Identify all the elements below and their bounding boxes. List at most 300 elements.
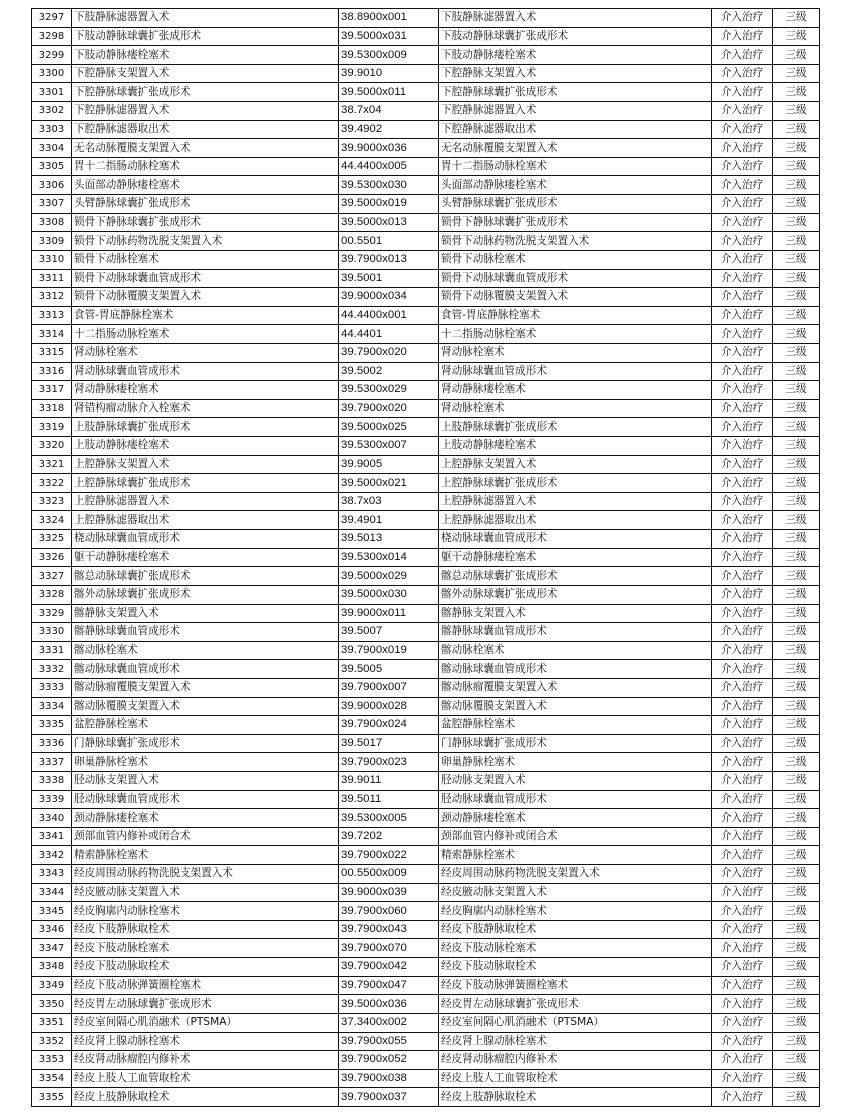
category-cell: 介入治疗 xyxy=(712,660,773,679)
surgery-level-cell: 三级 xyxy=(773,343,820,362)
standard-name-cell: 锁骨下动脉栓塞术 xyxy=(439,250,712,269)
standard-name-cell: 胫动脉支架置入术 xyxy=(439,771,712,790)
table-row xyxy=(32,548,820,567)
table-row xyxy=(32,474,820,493)
procedure-name-cell: 上肢静脉球囊扩张成形术 xyxy=(72,418,339,437)
row-number-cell: 3314 xyxy=(32,325,72,344)
category-cell: 介入治疗 xyxy=(712,418,773,437)
procedure-name-cell: 门静脉球囊扩张成形术 xyxy=(72,734,339,753)
standard-name-cell: 经皮下肢动脉取栓术 xyxy=(439,958,712,977)
table-row xyxy=(32,846,820,865)
standard-name-cell: 经皮周围动脉药物洗脱支架置入术 xyxy=(439,865,712,884)
table-row xyxy=(32,455,820,474)
surgery-level-cell: 三级 xyxy=(773,250,820,269)
table-row xyxy=(32,27,820,46)
procedure-name-cell: 经皮下肢动脉栓塞术 xyxy=(72,939,339,958)
procedure-code-cell: 39.7900x060 xyxy=(339,902,439,921)
procedure-code-cell: 39.7900x037 xyxy=(339,1088,439,1107)
procedure-name-cell: 上肢动静脉瘘栓塞术 xyxy=(72,437,339,456)
category-cell: 介入治疗 xyxy=(712,269,773,288)
procedure-code-cell: 38.8900x001 xyxy=(339,9,439,28)
category-cell: 介入治疗 xyxy=(712,232,773,251)
procedure-name-cell: 上腔静脉球囊扩张成形术 xyxy=(72,474,339,493)
procedure-code-cell: 39.5300x030 xyxy=(339,176,439,195)
procedure-name-cell: 髂静脉支架置入术 xyxy=(72,604,339,623)
row-number-cell: 3320 xyxy=(32,437,72,456)
category-cell: 介入治疗 xyxy=(712,958,773,977)
procedure-code-cell: 39.5005 xyxy=(339,660,439,679)
procedure-code-cell: 00.5500x009 xyxy=(339,865,439,884)
row-number-cell: 3353 xyxy=(32,1051,72,1070)
row-number-cell: 3318 xyxy=(32,399,72,418)
table-row xyxy=(32,790,820,809)
row-number-cell: 3335 xyxy=(32,716,72,735)
procedure-code-cell: 39.9000x028 xyxy=(339,697,439,716)
procedure-name-cell: 头面部动静脉瘘栓塞术 xyxy=(72,176,339,195)
table-row xyxy=(32,139,820,158)
procedure-code-cell: 39.5300x005 xyxy=(339,809,439,828)
table-row xyxy=(32,883,820,902)
procedure-code-cell: 39.5002 xyxy=(339,362,439,381)
surgery-level-cell: 三级 xyxy=(773,176,820,195)
surgery-level-cell: 三级 xyxy=(773,232,820,251)
row-number-cell: 3355 xyxy=(32,1088,72,1107)
row-number-cell: 3312 xyxy=(32,288,72,307)
standard-name-cell: 下腔静脉支架置入术 xyxy=(439,64,712,83)
surgery-level-cell: 三级 xyxy=(773,790,820,809)
row-number-cell: 3333 xyxy=(32,678,72,697)
category-cell: 介入治疗 xyxy=(712,827,773,846)
surgery-level-cell: 三级 xyxy=(773,846,820,865)
table-row xyxy=(32,1088,820,1107)
procedure-code-cell: 39.5001 xyxy=(339,269,439,288)
standard-name-cell: 躯干动静脉瘘栓塞术 xyxy=(439,548,712,567)
table-row xyxy=(32,641,820,660)
surgery-level-cell: 三级 xyxy=(773,455,820,474)
surgery-level-cell: 三级 xyxy=(773,64,820,83)
procedure-code-cell: 00.5501 xyxy=(339,232,439,251)
standard-name-cell: 经皮腋动脉支架置入术 xyxy=(439,883,712,902)
surgery-level-cell: 三级 xyxy=(773,753,820,772)
standard-name-cell: 下肢动静脉球囊扩张成形术 xyxy=(439,27,712,46)
standard-name-cell: 上腔静脉滤器取出术 xyxy=(439,511,712,530)
standard-name-cell: 肾动脉球囊血管成形术 xyxy=(439,362,712,381)
standard-name-cell: 无名动脉覆膜支架置入术 xyxy=(439,139,712,158)
row-number-cell: 3336 xyxy=(32,734,72,753)
standard-name-cell: 门静脉球囊扩张成形术 xyxy=(439,734,712,753)
row-number-cell: 3338 xyxy=(32,771,72,790)
procedure-code-cell: 39.5000x011 xyxy=(339,83,439,102)
row-number-cell: 3339 xyxy=(32,790,72,809)
surgery-level-cell: 三级 xyxy=(773,865,820,884)
surgery-level-cell: 三级 xyxy=(773,399,820,418)
procedure-name-cell: 经皮肾动脉瘤腔内修补术 xyxy=(72,1051,339,1070)
procedure-name-cell: 下肢动静脉球囊扩张成形术 xyxy=(72,27,339,46)
category-cell: 介入治疗 xyxy=(712,250,773,269)
row-number-cell: 3315 xyxy=(32,343,72,362)
table-row xyxy=(32,343,820,362)
procedure-code-cell: 39.5000x013 xyxy=(339,213,439,232)
category-cell: 介入治疗 xyxy=(712,474,773,493)
standard-name-cell: 颈动静脉瘘栓塞术 xyxy=(439,809,712,828)
surgery-level-cell: 三级 xyxy=(773,27,820,46)
surgery-level-cell: 三级 xyxy=(773,920,820,939)
procedure-code-cell: 39.7900x020 xyxy=(339,399,439,418)
table-row xyxy=(32,195,820,214)
table-row xyxy=(32,102,820,121)
procedure-name-cell: 经皮下肢动脉取栓术 xyxy=(72,958,339,977)
table-row xyxy=(32,120,820,139)
category-cell: 介入治疗 xyxy=(712,548,773,567)
table-row xyxy=(32,958,820,977)
procedure-code-cell: 39.5300x007 xyxy=(339,437,439,456)
table-row xyxy=(32,809,820,828)
surgery-level-cell: 三级 xyxy=(773,306,820,325)
table-row xyxy=(32,437,820,456)
standard-name-cell: 经皮胸廓内动脉栓塞术 xyxy=(439,902,712,921)
category-cell: 介入治疗 xyxy=(712,771,773,790)
table-row xyxy=(32,902,820,921)
table-row xyxy=(32,585,820,604)
category-cell: 介入治疗 xyxy=(712,585,773,604)
table-row xyxy=(32,381,820,400)
procedure-name-cell: 精索静脉栓塞术 xyxy=(72,846,339,865)
row-number-cell: 3319 xyxy=(32,418,72,437)
procedure-code-cell: 39.5000x036 xyxy=(339,995,439,1014)
procedure-name-cell: 下肢静脉滤器置入术 xyxy=(72,9,339,28)
table-row xyxy=(32,530,820,549)
standard-name-cell: 髂动脉球囊血管成形术 xyxy=(439,660,712,679)
category-cell: 介入治疗 xyxy=(712,176,773,195)
procedure-name-cell: 髂外动脉球囊扩张成形术 xyxy=(72,585,339,604)
row-number-cell: 3347 xyxy=(32,939,72,958)
row-number-cell: 3301 xyxy=(32,83,72,102)
row-number-cell: 3341 xyxy=(32,827,72,846)
standard-name-cell: 精索静脉栓塞术 xyxy=(439,846,712,865)
procedure-name-cell: 上腔静脉支架置入术 xyxy=(72,455,339,474)
procedure-name-cell: 经皮腋动脉支架置入术 xyxy=(72,883,339,902)
surgery-level-cell: 三级 xyxy=(773,139,820,158)
standard-name-cell: 锁骨下静脉球囊扩张成形术 xyxy=(439,213,712,232)
row-number-cell: 3337 xyxy=(32,753,72,772)
procedure-code-cell: 39.7900x024 xyxy=(339,716,439,735)
row-number-cell: 3346 xyxy=(32,920,72,939)
standard-name-cell: 肾动脉栓塞术 xyxy=(439,343,712,362)
procedure-code-cell: 39.7900x023 xyxy=(339,753,439,772)
category-cell: 介入治疗 xyxy=(712,697,773,716)
procedure-code-cell: 39.5300x014 xyxy=(339,548,439,567)
procedure-code-cell: 39.7900x020 xyxy=(339,343,439,362)
procedure-name-cell: 肾动脉球囊血管成形术 xyxy=(72,362,339,381)
procedure-code-cell: 39.4902 xyxy=(339,120,439,139)
procedure-code-cell: 38.7x03 xyxy=(339,492,439,511)
procedure-code-cell: 39.9011 xyxy=(339,771,439,790)
category-cell: 介入治疗 xyxy=(712,195,773,214)
row-number-cell: 3325 xyxy=(32,530,72,549)
surgery-level-cell: 三级 xyxy=(773,827,820,846)
procedure-name-cell: 髂动脉球囊血管成形术 xyxy=(72,660,339,679)
table-row xyxy=(32,492,820,511)
procedure-code-cell: 39.7900x007 xyxy=(339,678,439,697)
surgery-level-cell: 三级 xyxy=(773,9,820,28)
row-number-cell: 3309 xyxy=(32,232,72,251)
table-row xyxy=(32,213,820,232)
standard-name-cell: 桡动脉球囊血管成形术 xyxy=(439,530,712,549)
row-number-cell: 3342 xyxy=(32,846,72,865)
procedure-code-cell: 39.5007 xyxy=(339,623,439,642)
standard-name-cell: 胃十二指肠动脉栓塞术 xyxy=(439,157,712,176)
procedure-code-cell: 39.5013 xyxy=(339,530,439,549)
procedure-name-cell: 颈动静脉瘘栓塞术 xyxy=(72,809,339,828)
standard-name-cell: 下腔静脉滤器取出术 xyxy=(439,120,712,139)
row-number-cell: 3306 xyxy=(32,176,72,195)
table-row xyxy=(32,697,820,716)
category-cell: 介入治疗 xyxy=(712,1051,773,1070)
surgery-level-cell: 三级 xyxy=(773,1069,820,1088)
procedure-name-cell: 下腔静脉支架置入术 xyxy=(72,64,339,83)
table-row xyxy=(32,660,820,679)
standard-name-cell: 经皮下肢静脉取栓术 xyxy=(439,920,712,939)
table-row xyxy=(32,827,820,846)
procedure-name-cell: 胫动脉球囊血管成形术 xyxy=(72,790,339,809)
procedure-name-cell: 锁骨下动脉药物洗脱支架置入术 xyxy=(72,232,339,251)
procedure-code-cell: 39.5017 xyxy=(339,734,439,753)
procedure-name-cell: 头臂静脉球囊扩张成形术 xyxy=(72,195,339,214)
row-number-cell: 3330 xyxy=(32,623,72,642)
row-number-cell: 3308 xyxy=(32,213,72,232)
procedure-code-cell: 39.5000x025 xyxy=(339,418,439,437)
row-number-cell: 3345 xyxy=(32,902,72,921)
procedure-code-cell: 39.5000x029 xyxy=(339,567,439,586)
surgery-level-cell: 三级 xyxy=(773,883,820,902)
category-cell: 介入治疗 xyxy=(712,399,773,418)
standard-name-cell: 头面部动静脉瘘栓塞术 xyxy=(439,176,712,195)
category-cell: 介入治疗 xyxy=(712,343,773,362)
standard-name-cell: 髂动脉栓塞术 xyxy=(439,641,712,660)
standard-name-cell: 髂外动脉球囊扩张成形术 xyxy=(439,585,712,604)
row-number-cell: 3311 xyxy=(32,269,72,288)
standard-name-cell: 肾动静脉瘘栓塞术 xyxy=(439,381,712,400)
procedure-name-cell: 十二指肠动脉栓塞术 xyxy=(72,325,339,344)
surgery-level-cell: 三级 xyxy=(773,585,820,604)
procedure-name-cell: 经皮室间隔心肌消融术（PTSMA） xyxy=(72,1013,339,1032)
row-number-cell: 3299 xyxy=(32,46,72,65)
row-number-cell: 3354 xyxy=(32,1069,72,1088)
procedure-name-cell: 经皮胸廓内动脉栓塞术 xyxy=(72,902,339,921)
table-row xyxy=(32,567,820,586)
category-cell: 介入治疗 xyxy=(712,920,773,939)
procedure-code-cell: 44.4400x001 xyxy=(339,306,439,325)
surgery-level-cell: 三级 xyxy=(773,1051,820,1070)
procedure-code-cell: 39.9000x039 xyxy=(339,883,439,902)
table-row xyxy=(32,939,820,958)
category-cell: 介入治疗 xyxy=(712,64,773,83)
category-cell: 介入治疗 xyxy=(712,734,773,753)
procedure-code-cell: 39.9010 xyxy=(339,64,439,83)
row-number-cell: 3332 xyxy=(32,660,72,679)
row-number-cell: 3322 xyxy=(32,474,72,493)
procedure-code-cell: 39.9005 xyxy=(339,455,439,474)
procedure-name-cell: 经皮上肢静脉取栓术 xyxy=(72,1088,339,1107)
row-number-cell: 3307 xyxy=(32,195,72,214)
surgery-level-cell: 三级 xyxy=(773,511,820,530)
category-cell: 介入治疗 xyxy=(712,455,773,474)
procedure-name-cell: 桡动脉球囊血管成形术 xyxy=(72,530,339,549)
table-row xyxy=(32,232,820,251)
surgery-level-cell: 三级 xyxy=(773,157,820,176)
category-cell: 介入治疗 xyxy=(712,883,773,902)
surgery-level-cell: 三级 xyxy=(773,362,820,381)
procedure-code-cell: 39.4901 xyxy=(339,511,439,530)
procedure-code-cell: 39.5000x021 xyxy=(339,474,439,493)
standard-name-cell: 头臂静脉球囊扩张成形术 xyxy=(439,195,712,214)
table-row xyxy=(32,1032,820,1051)
procedure-code-cell: 39.7900x038 xyxy=(339,1069,439,1088)
surgery-level-cell: 三级 xyxy=(773,548,820,567)
standard-name-cell: 经皮胃左动脉球囊扩张成形术 xyxy=(439,995,712,1014)
procedure-name-cell: 髂动脉瘤覆膜支架置入术 xyxy=(72,678,339,697)
procedure-code-cell: 39.7900x022 xyxy=(339,846,439,865)
procedure-name-cell: 胃十二指肠动脉栓塞术 xyxy=(72,157,339,176)
row-number-cell: 3313 xyxy=(32,306,72,325)
procedure-name-cell: 经皮上肢人工血管取栓术 xyxy=(72,1069,339,1088)
row-number-cell: 3302 xyxy=(32,102,72,121)
procedure-name-cell: 髂总动脉球囊扩张成形术 xyxy=(72,567,339,586)
table-row xyxy=(32,678,820,697)
standard-name-cell: 锁骨下动脉覆膜支架置入术 xyxy=(439,288,712,307)
standard-name-cell: 髂静脉球囊血管成形术 xyxy=(439,623,712,642)
surgery-level-cell: 三级 xyxy=(773,288,820,307)
category-cell: 介入治疗 xyxy=(712,1032,773,1051)
category-cell: 介入治疗 xyxy=(712,83,773,102)
standard-name-cell: 胫动脉球囊血管成形术 xyxy=(439,790,712,809)
procedure-name-cell: 卵巢静脉栓塞术 xyxy=(72,753,339,772)
standard-name-cell: 上腔静脉滤器置入术 xyxy=(439,492,712,511)
procedure-name-cell: 锁骨下静脉球囊扩张成形术 xyxy=(72,213,339,232)
surgery-level-cell: 三级 xyxy=(773,660,820,679)
category-cell: 介入治疗 xyxy=(712,846,773,865)
table-row xyxy=(32,83,820,102)
surgery-level-cell: 三级 xyxy=(773,1032,820,1051)
procedure-code-cell: 39.7900x043 xyxy=(339,920,439,939)
category-cell: 介入治疗 xyxy=(712,678,773,697)
table-row xyxy=(32,325,820,344)
row-number-cell: 3331 xyxy=(32,641,72,660)
procedure-code-cell: 39.5300x029 xyxy=(339,381,439,400)
surgery-level-cell: 三级 xyxy=(773,734,820,753)
standard-name-cell: 锁骨下动脉球囊血管成形术 xyxy=(439,269,712,288)
surgery-level-cell: 三级 xyxy=(773,641,820,660)
surgery-level-cell: 三级 xyxy=(773,381,820,400)
table-row xyxy=(32,64,820,83)
standard-name-cell: 经皮上肢静脉取栓术 xyxy=(439,1088,712,1107)
category-cell: 介入治疗 xyxy=(712,716,773,735)
table-row xyxy=(32,995,820,1014)
table-row xyxy=(32,46,820,65)
table-row xyxy=(32,176,820,195)
category-cell: 介入治疗 xyxy=(712,623,773,642)
surgery-level-cell: 三级 xyxy=(773,939,820,958)
table-row xyxy=(32,734,820,753)
surgery-level-cell: 三级 xyxy=(773,437,820,456)
category-cell: 介入治疗 xyxy=(712,567,773,586)
category-cell: 介入治疗 xyxy=(712,1069,773,1088)
category-cell: 介入治疗 xyxy=(712,492,773,511)
standard-name-cell: 下肢静脉滤器置入术 xyxy=(439,9,712,28)
procedure-name-cell: 颈部血管内修补或闭合术 xyxy=(72,827,339,846)
procedure-name-cell: 锁骨下动脉栓塞术 xyxy=(72,250,339,269)
procedure-code-cell: 37.3400x002 xyxy=(339,1013,439,1032)
row-number-cell: 3348 xyxy=(32,958,72,977)
category-cell: 介入治疗 xyxy=(712,865,773,884)
table-row xyxy=(32,399,820,418)
procedure-name-cell: 髂静脉球囊血管成形术 xyxy=(72,623,339,642)
table-row xyxy=(32,920,820,939)
procedure-name-cell: 无名动脉覆膜支架置入术 xyxy=(72,139,339,158)
row-number-cell: 3351 xyxy=(32,1013,72,1032)
category-cell: 介入治疗 xyxy=(712,9,773,28)
procedure-name-cell: 下肢动静脉瘘栓塞术 xyxy=(72,46,339,65)
category-cell: 介入治疗 xyxy=(712,120,773,139)
standard-name-cell: 盆腔静脉栓塞术 xyxy=(439,716,712,735)
procedure-name-cell: 髂动脉覆膜支架置入术 xyxy=(72,697,339,716)
category-cell: 介入治疗 xyxy=(712,1013,773,1032)
table-row xyxy=(32,865,820,884)
procedure-code-cell: 44.4400x005 xyxy=(339,157,439,176)
category-cell: 介入治疗 xyxy=(712,362,773,381)
surgery-level-cell: 三级 xyxy=(773,809,820,828)
procedure-code-cell: 39.5000x030 xyxy=(339,585,439,604)
standard-name-cell: 上肢静脉球囊扩张成形术 xyxy=(439,418,712,437)
table-row xyxy=(32,511,820,530)
surgery-level-cell: 三级 xyxy=(773,269,820,288)
category-cell: 介入治疗 xyxy=(712,511,773,530)
category-cell: 介入治疗 xyxy=(712,753,773,772)
procedure-name-cell: 胫动脉支架置入术 xyxy=(72,771,339,790)
standard-name-cell: 十二指肠动脉栓塞术 xyxy=(439,325,712,344)
standard-name-cell: 髂动脉覆膜支架置入术 xyxy=(439,697,712,716)
procedure-name-cell: 经皮下肢动脉弹簧圈栓塞术 xyxy=(72,976,339,995)
category-cell: 介入治疗 xyxy=(712,288,773,307)
standard-name-cell: 经皮上肢人工血管取栓术 xyxy=(439,1069,712,1088)
surgery-level-cell: 三级 xyxy=(773,716,820,735)
procedure-name-cell: 肾错构瘤动脉介入栓塞术 xyxy=(72,399,339,418)
surgery-level-cell: 三级 xyxy=(773,325,820,344)
procedure-name-cell: 盆腔静脉栓塞术 xyxy=(72,716,339,735)
row-number-cell: 3349 xyxy=(32,976,72,995)
table-row xyxy=(32,250,820,269)
procedure-name-cell: 上腔静脉滤器取出术 xyxy=(72,511,339,530)
surgery-level-cell: 三级 xyxy=(773,678,820,697)
category-cell: 介入治疗 xyxy=(712,46,773,65)
surgery-level-cell: 三级 xyxy=(773,976,820,995)
category-cell: 介入治疗 xyxy=(712,1088,773,1107)
surgery-level-cell: 三级 xyxy=(773,120,820,139)
procedure-code-cell: 39.7900x055 xyxy=(339,1032,439,1051)
surgery-level-cell: 三级 xyxy=(773,771,820,790)
procedure-code-cell: 44.4401 xyxy=(339,325,439,344)
row-number-cell: 3352 xyxy=(32,1032,72,1051)
procedure-code-cell: 39.5011 xyxy=(339,790,439,809)
surgery-level-cell: 三级 xyxy=(773,697,820,716)
table-row xyxy=(32,604,820,623)
row-number-cell: 3310 xyxy=(32,250,72,269)
procedure-name-cell: 肾动静脉瘘栓塞术 xyxy=(72,381,339,400)
table-row xyxy=(32,771,820,790)
procedure-name-cell: 锁骨下动脉覆膜支架置入术 xyxy=(72,288,339,307)
category-cell: 介入治疗 xyxy=(712,306,773,325)
category-cell: 介入治疗 xyxy=(712,437,773,456)
